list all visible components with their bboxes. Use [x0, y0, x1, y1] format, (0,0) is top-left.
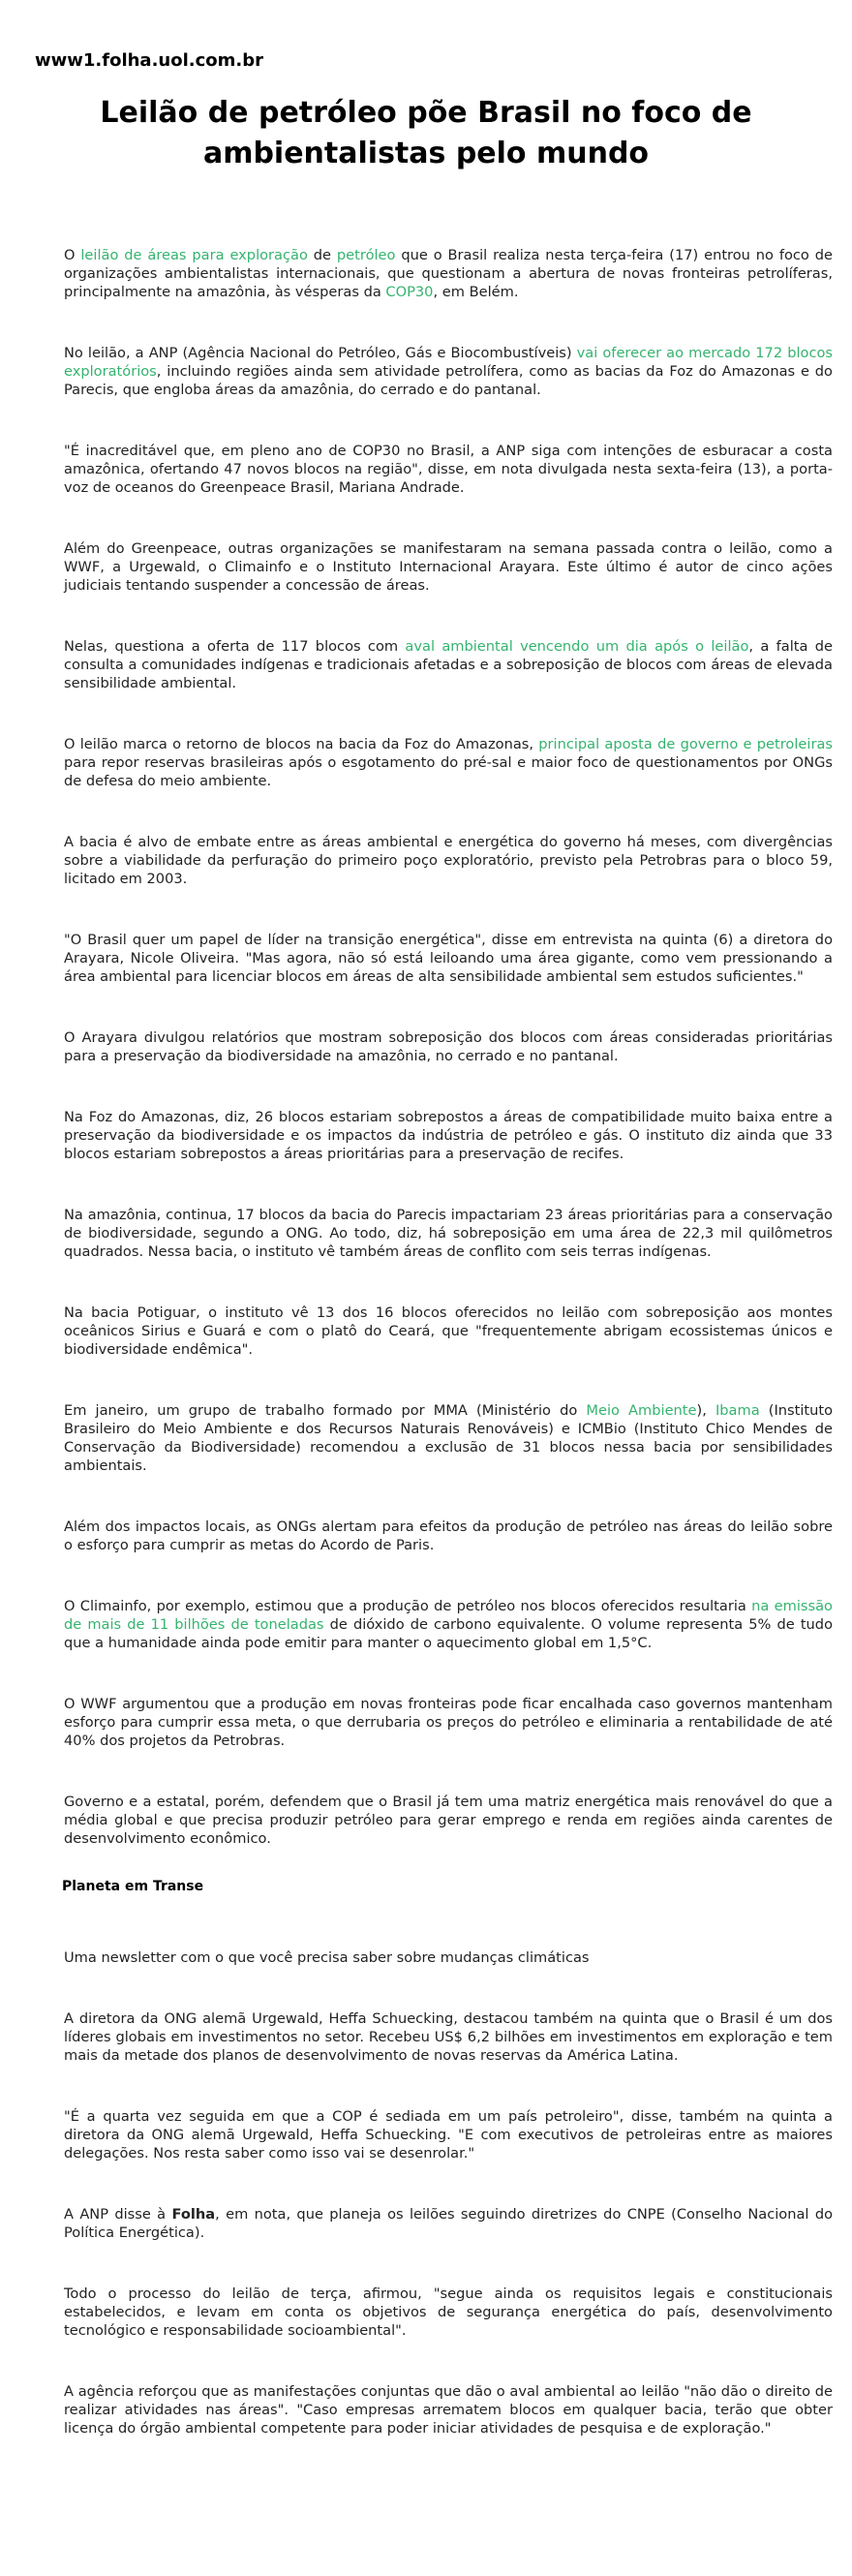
paragraph-18: A diretora da ONG alemã Urgewald, Heffa Schuecking, destacou também na quinta que o Brasil é um dos líderes globais em investimentos no setor. Recebeu US$ 6,2 bilhões em investimentos em exploração e tem mais da metade dos planos de desenvolvimento de novas reservas da América Latina.	[64, 2010, 833, 2064]
text-span: Em janeiro, um grupo de trabalho formado por MMA (Ministério do	[64, 1402, 587, 1419]
paragraph-21: Todo o processo do leilão de terça, afirmou, "segue ainda os requisitos legais e constitucionais estabelecidos, e levam em conta os objetivos de segurança energética do país, desenvolvimento tecnológico e responsabilidade socioambiental".	[64, 2285, 833, 2339]
paragraph-14: Além dos impactos locais, as ONGs alertam para efeitos da produção de petróleo nas áreas do leilão sobre o esforço para cumprir as metas do Acordo de Paris.	[64, 1518, 833, 1553]
link-leilao-areas[interactable]: leilão de áreas para exploração	[80, 247, 308, 263]
paragraph-19: "É a quarta vez seguida em que a COP é sediada em um país petroleiro", disse, também na quinta a diretora da ONG alemã Urgewald, Heffa Schuecking. "E com executivos de petroleiras entre as maiores delegações. Nos resta saber como isso vai se desenrolar."	[64, 2108, 833, 2162]
text-span: para repor reservas brasileiras após o esgotamento do pré-sal e maior foco de questionamentos por ONGs de defesa do meio ambiente.	[64, 754, 833, 789]
paragraph-20	[64, 2205, 833, 2242]
article-body	[64, 246, 833, 2480]
text-span: A ANP disse à	[64, 2206, 172, 2223]
folha-name: Folha	[171, 2206, 216, 2223]
paragraph-3: "É inacreditável que, em pleno ano de COP30 no Brasil, a ANP siga com intenções de esburacar a costa amazônica, ofertando 47 novos blocos na região", disse, em nota divulgada nesta sexta-feira (13), a porta-voz de oceanos do Greenpeace Brasil, Mariana Andrade.	[64, 443, 833, 496]
link-cop30[interactable]: COP30	[385, 284, 434, 300]
paragraph-15	[64, 1597, 833, 1652]
text-span: O leilão marca o retorno de blocos na bacia da Foz do Amazonas,	[64, 736, 539, 752]
text-span: , em nota, que planeja os leilões seguindo diretrizes do CNPE (Conselho Nacional do Política Energética).	[64, 2206, 834, 2241]
paragraph-9: O Arayara divulgou relatórios que mostram sobreposição dos blocos com áreas consideradas prioritárias para a preservação da biodiversidade na amazônia, no cerrado e no pantanal.	[64, 1029, 833, 1064]
article-headline: Leilão de petróleo põe Brasil no foco de ambientalistas pelo mundo	[100, 96, 752, 170]
text-span: ),	[696, 1402, 715, 1419]
paragraph-4: Além do Greenpeace, outras organizações se manifestaram na semana passada contra o leilão, como a WWF, a Urgewald, o Climainfo e o Instituto Internacional Arayara. Este último é autor de cinco ações judiciais tentando suspender a concessão de áreas.	[64, 540, 833, 594]
paragraph-12: Na bacia Potiguar, o instituto vê 13 dos 16 blocos oferecidos no leilão com sobreposição aos montes oceânicos Sirius e Guará e com o platô do Ceará, que "frequentemente abrigam ecossistemas únicos e biodiversidade endêmica".	[64, 1304, 833, 1358]
paragraph-13	[64, 1401, 833, 1475]
text-span: , a falta de consulta a comunidades indígenas e tradicionais afetadas e a sobreposição de blocos com áreas de elevada sensibilidade ambiental.	[64, 638, 833, 691]
paragraph-10: Na Foz do Amazonas, diz, 26 blocos estariam sobrepostos a áreas de compatibilidade muito baixa entre a preservação da biodiversidade e os impactos da indústria de petróleo e gás. O instituto diz ainda que 33 blocos estariam sobrepostos a áreas prioritárias para a preservação de recifes.	[64, 1109, 833, 1162]
paragraph-22: A agência reforçou que as manifestações conjuntas que dão o aval ambiental ao leilão "não dão o direito de realizar atividades nas áreas". "Caso empresas arrematem blocos em qualquer bacia, terão que obter licença do órgão ambiental competente para poder iniciar atividades de pesquisa e de exploração."	[64, 2383, 833, 2437]
paragraph-11: Na amazônia, continua, 17 blocos da bacia do Parecis impactariam 23 áreas prioritárias para a conservação de biodiversidade, segundo a ONG. Ao todo, diz, há sobreposição em uma área de 22,3 mil quilômetros quadrados. Nessa bacia, o instituto vê também áreas de conflito com seis terras indígenas.	[64, 1207, 833, 1260]
text-span: No leilão, a ANP (Agência Nacional do Petróleo, Gás e Biocombustíveis)	[64, 345, 577, 361]
paragraph-6	[64, 735, 833, 790]
link-petroleo[interactable]: petróleo	[336, 247, 396, 263]
link-principal-aposta[interactable]: principal aposta de governo e petroleiras	[538, 736, 833, 752]
text-span: Nelas, questiona a oferta de 117 blocos com	[64, 638, 406, 655]
link-ibama[interactable]: Ibama	[715, 1402, 760, 1419]
link-meio-ambiente[interactable]: Meio Ambiente	[586, 1402, 697, 1419]
paragraph-2	[64, 344, 833, 399]
paragraph-8: "O Brasil quer um papel de líder na transição energética", disse em entrevista na quinta (6) a diretora do Arayara, Nicole Oliveira. "Mas agora, não só está leiloando uma área gigante, como vem pressionando a área ambiental para licenciar blocos em áreas de alta sensibilidade ambiental sem estudos suficientes."	[64, 932, 833, 985]
paragraph-1	[64, 246, 833, 301]
text-span: que o Brasil realiza nesta terça-feira (17) entrou no foco de organizações ambientalistas internacionais, que questionam a abertura de novas fronteiras petrolíferas, principalmente na amazônia, às vésperas da	[64, 247, 833, 300]
newsletter-title: Planeta em Transe	[62, 1879, 204, 1894]
text-span: de	[307, 247, 337, 263]
link-emissao-toneladas[interactable]: na emissão de mais de 11 bilhões de toneladas	[64, 1598, 833, 1633]
paragraph-16: O WWF argumentou que a produção em novas fronteiras pode ficar encalhada caso governos mantenham esforço para cumprir essa meta, o que derrubaria os preços do petróleo e eliminaria a rentabilidade de até 40% dos projetos da Petrobras.	[64, 1696, 833, 1749]
text-span: (Instituto Brasileiro do Meio Ambiente e dos Recursos Naturais Renováveis) e ICMBio (Instituto Chico Mendes de Conservação da Biodiversidade) recomendou a exclusão de 31 blocos nessa bacia por sensibilidades ambientais.	[64, 1402, 834, 1474]
paragraph-5	[64, 637, 833, 692]
text-span: O	[64, 247, 81, 263]
paragraph-7: A bacia é alvo de embate entre as áreas ambiental e energética do governo há meses, com divergências sobre a viabilidade da perfuração do primeiro poço exploratório, previsto pela Petrobras para o bloco 59, licitado em 2003.	[64, 834, 833, 887]
link-aval-ambiental[interactable]: aval ambiental vencendo um dia após o leilão	[405, 638, 749, 655]
link-blocos-exploratorios[interactable]: vai oferecer ao mercado 172 blocos exploratórios	[64, 345, 833, 380]
newsletter-description: Uma newsletter com o que você precisa saber sobre mudanças climáticas	[64, 1949, 590, 1966]
text-span: O Climainfo, por exemplo, estimou que a produção de petróleo nos blocos oferecidos resultaria	[64, 1598, 752, 1614]
text-span: de dióxido de carbono equivalente. O volume representa 5% de tudo que a humanidade ainda pode emitir para manter o aquecimento global em 1,5°C.	[64, 1616, 833, 1651]
text-span: , incluindo regiões ainda sem atividade petrolífera, como as bacias da Foz do Amazonas e do Parecis, que engloba áreas da amazônia, do cerrado e do pantanal.	[64, 363, 833, 398]
site-url: www1.folha.uol.com.br	[35, 50, 263, 71]
paragraph-17: Governo e a estatal, porém, defendem que o Brasil já tem uma matriz energética mais renovável do que a média global e que precisa produzir petróleo para gerar emprego e renda em regiões ainda carentes de desenvolvimento econômico.	[64, 1794, 833, 1847]
text-span: , em Belém.	[433, 284, 519, 300]
